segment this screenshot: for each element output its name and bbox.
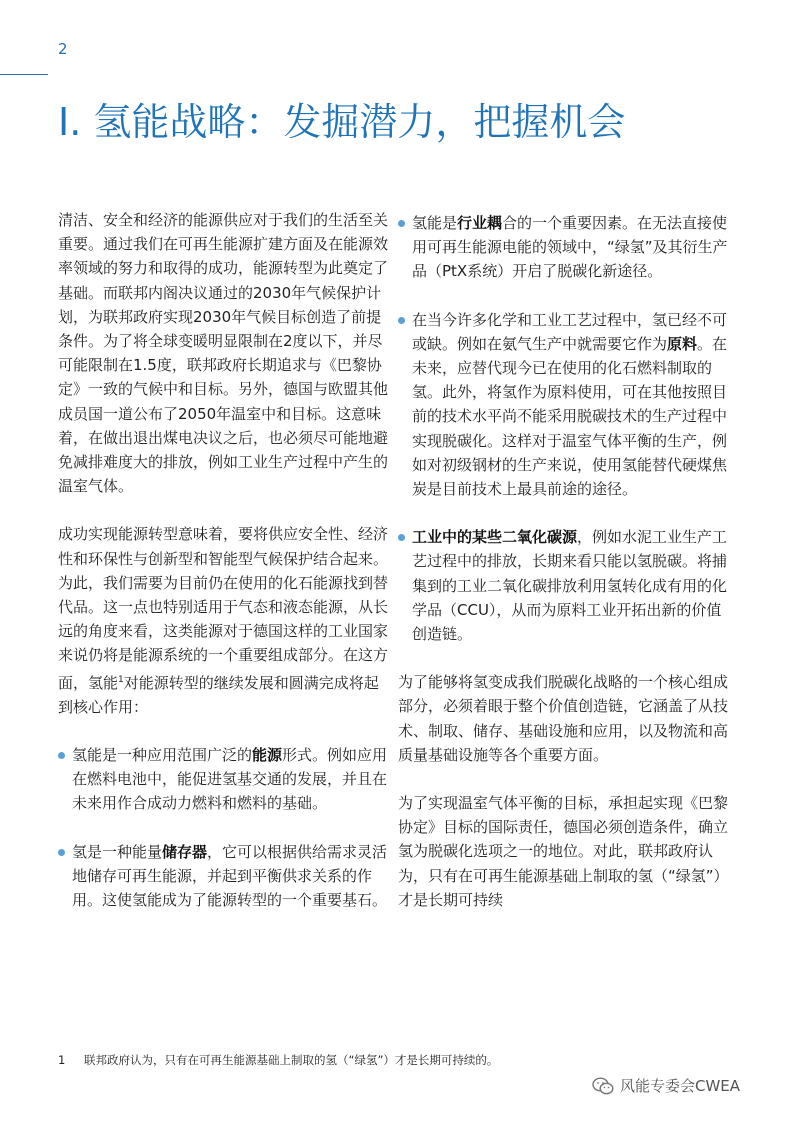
page-number: 2 <box>58 40 68 58</box>
bullet-icon <box>58 752 65 759</box>
wechat-icon <box>592 1077 614 1095</box>
list-item-raw-material: 在当今许多化学和工业工艺过程中，氢已经不可或缺。例如在氨气生产中就需要它作为原料。在未来，应替代现今已在使用的化石燃料制取的氢。此外，将氢作为原料使用，可在其他按照目前的技术水平尚不能采用脱碳技术的生产过程中实现脱碳化。这样对于温室气体平衡的生产，例如对初级钢材的生产来说，使用氢能替代硬煤焦炭是目前技术上最具前途的途径。 <box>398 308 728 502</box>
energy-transition-paragraph: 成功实现能源转型意味着，要将供应安全性、经济性和环保性与创新型和智能型气候保护结合起来。为此，我们需要为目前仍在使用的化石能源找到替代品。这一点也特别适用于气态和液态能源，从长远的角度来看，这类能源对于德国这样的工业国家来说仍将是能源系统的一个重要组成部分。在这方面，氢能$^1$对能源转型的继续发展和圆满完成将起到核心作用： <box>58 525 389 716</box>
bullet-icon <box>398 317 405 324</box>
list-item-sector-coupling: 氢能是行业耦合的一个重要因素。在无法直接使用可再生能源电能的领域中，“绿氢”及其衍生产品（PtX系统）开启了脱碳化新途径。 <box>398 211 728 284</box>
footnote-text: 联邦政府认为，只有在可再生能源基础上制取的氢（“绿氢”）才是长期可持续的。 <box>84 1053 499 1067</box>
list-item-energy-carrier: 氢能是一种应用范围广泛的能源形式。例如应用在燃料电池中，能促进氢基交通的发展，并且在未来用作合成动力燃料和燃料的基础。 <box>58 743 388 816</box>
footnote-number: 1 <box>58 1053 66 1067</box>
bullet-icon <box>398 220 405 227</box>
bullet-icon <box>58 849 65 856</box>
watermark <box>592 1075 740 1096</box>
page-title: I. 氢能战略：发掘潜力，把握机会 <box>58 100 626 144</box>
intro-paragraph: 清洁、安全和经济的能源供应对于我们的生活至关重要。通过我们在可再生能源扩建方面及在能源效率领域的努力和取得的成功，能源转型为此奠定了基础。而联邦内阁决议通过的2030年气候保护计划，为联邦政府实现2030年气候目标创造了前提条件。为了将全球变暖明显限制在2度以下，并尽可能限制在1.5度，联邦政府长期追求与《巴黎协定》一致的气候中和目标。另外，德国与欧盟其他成员国一道公布了2050年温室中和目标。这意味着，在做出退出煤电决议之后，也必须尽可能地避免减排难度大的排放，例如工业生产过程中产生的温室气体。 <box>58 211 389 496</box>
left-column <box>58 208 388 912</box>
list-item-energy-storage: 氢是一种能量储存器，它可以根据供给需求灵活地储存可再生能源，并起到平衡供求关系的作用。这使氢能成为了能源转型的一个重要基石。 <box>58 840 388 913</box>
green-hydrogen-paragraph: 为了实现温室气体平衡的目标，承担起实现《巴黎协定》目标的国际责任，德国必须创造条件，确立氢为脱碳化选项之一的地位。对此，联邦政府认为，只有在可再生能源基础上制取的氢（“绿氢”）才是长期可持续 <box>398 794 729 909</box>
footnote-ref: 1 <box>118 674 124 685</box>
value-chain-paragraph: 为了能够将氢变成我们脱碳化战略的一个核心组成部分，必须着眼于整个价值创造链，它涵盖了从技术、制取、储存、基础设施和应用，以及物流和高质量基础设施等各个重要方面。 <box>398 673 729 764</box>
footnote <box>58 1052 498 1068</box>
list-item-co2-sources: 工业中的某些二氧化碳源，例如水泥工业生产工艺过程中的排放，长期来看只能以氢脱碳。将捕集到的工业二氧化碳排放利用氢转化成有用的化学品（CCU），从而为原料工业开拓出新的价值创造链。 <box>398 525 728 646</box>
bullet-icon <box>398 534 405 541</box>
top-rule <box>0 74 48 75</box>
watermark-text: 风能专委会CWEA <box>620 1077 741 1095</box>
right-column <box>398 211 728 912</box>
